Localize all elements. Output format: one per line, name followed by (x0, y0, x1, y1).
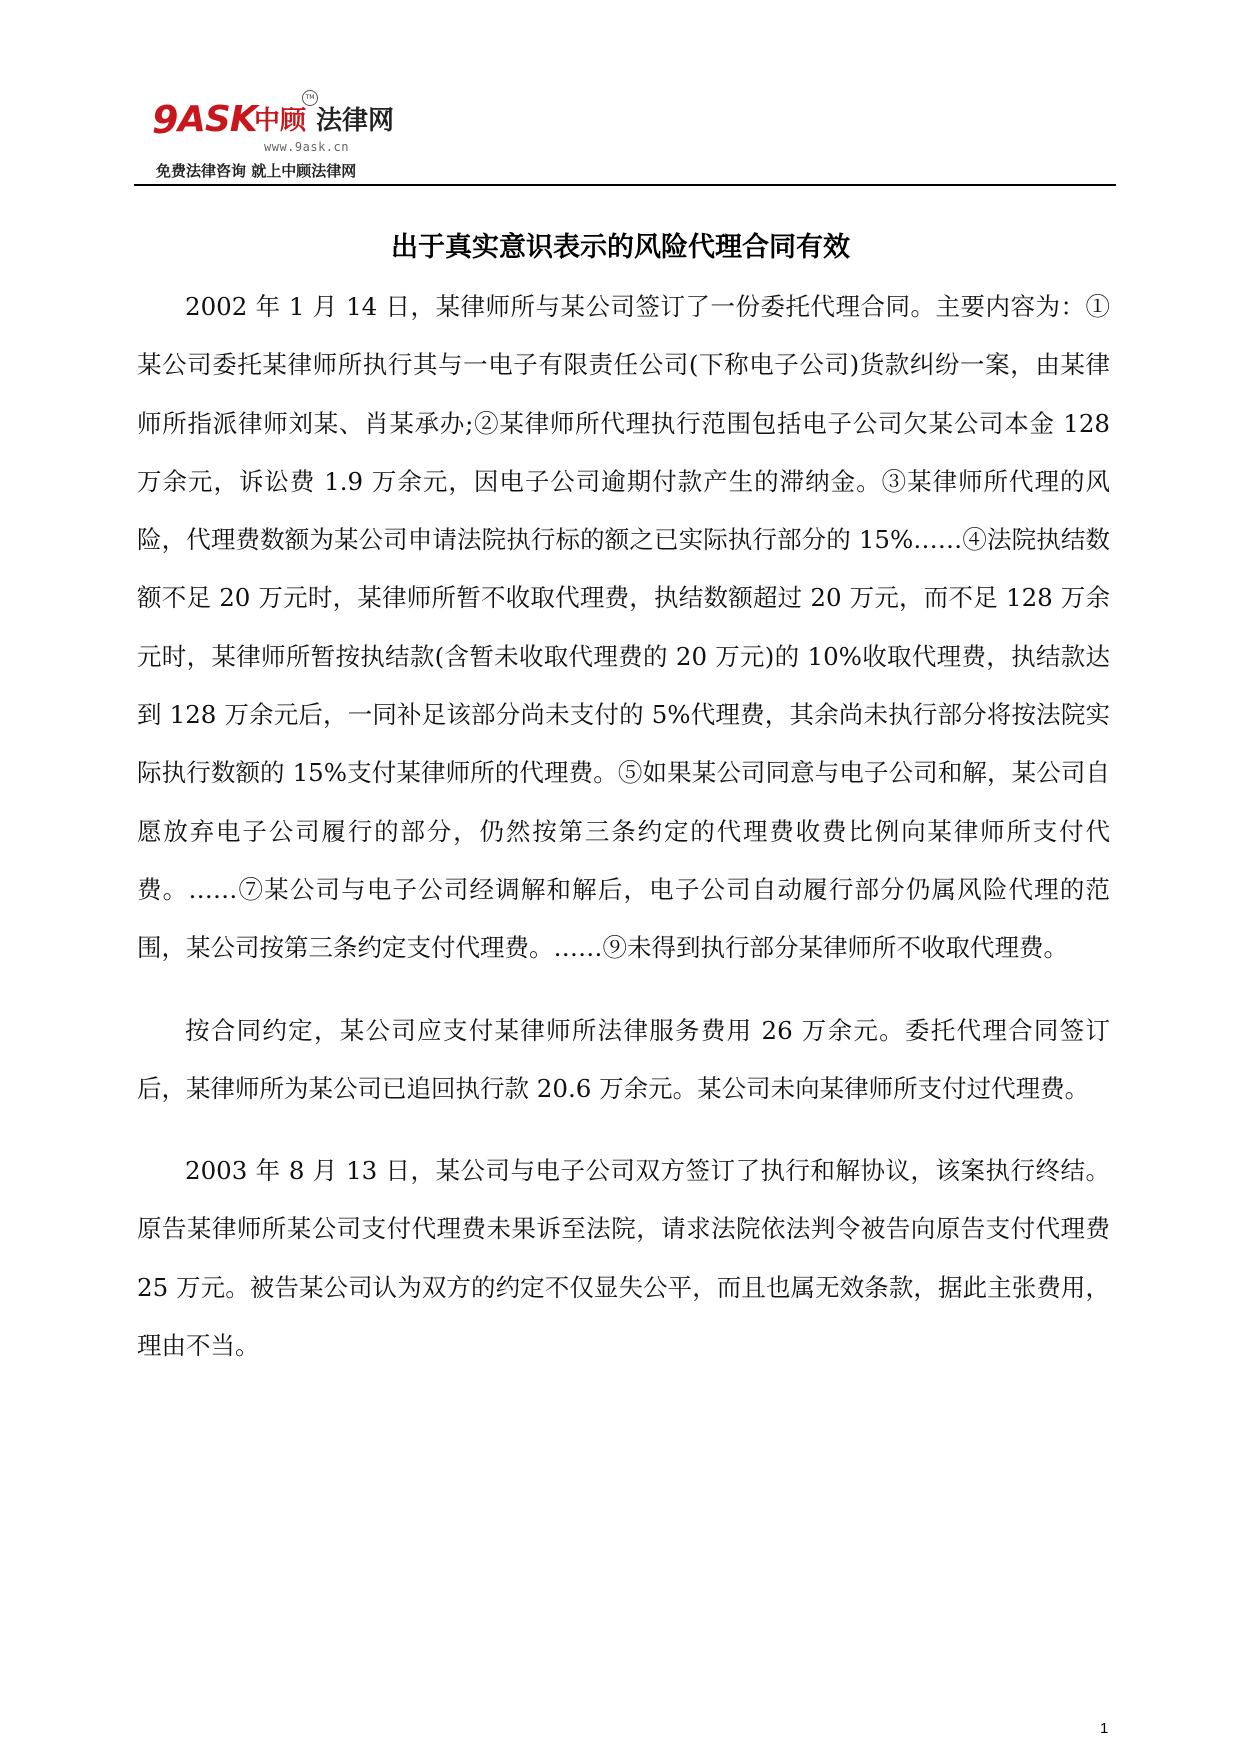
paragraph-payment-status: 按合同约定，某公司应支付某律师所法律服务费用 26 万余元。委托代理合同签订后，某律师所为某公司已追回执行款 20.6 万余元。某公司未向某律师所支付过代理费。 (137, 1015, 1110, 1103)
document-body (137, 278, 1110, 1375)
logo-zhonggu: 中顾 (254, 106, 307, 136)
page-header (134, 88, 1114, 184)
page-number: 1 (1100, 1720, 1109, 1737)
logo-ask: ASK (178, 99, 257, 140)
logo-nine: 9 (152, 98, 179, 142)
site-logo (152, 94, 422, 158)
trademark-icon: TM (302, 90, 318, 106)
header-slogan: 免费法律咨询 就上中顾法律网 (156, 162, 357, 180)
paragraph-lawsuit: 2003 年 8 月 13 日，某公司与电子公司双方签订了执行和解协议，该案执行终结。原告某律师所某公司支付代理费未果诉至法院，请求法院依法判令被告向原告支付代理费 25 万元。被告某公司认为双方的约定不仅显失公平，而且也属无效条款，据此主张费用，理由不当。 (137, 1156, 1110, 1361)
logo-falvwang: 法律网 (316, 106, 395, 136)
logo-url: www.9ask.cn (264, 140, 349, 154)
document-title: 出于真实意识表示的风险代理合同有效 (391, 232, 850, 263)
paragraph-contract-terms: 2002 年 1 月 14 日，某律师所与某公司签订了一份委托代理合同。主要内容为：①某公司委托某律师所执行其与一电子有限责任公司(下称电子公司)货款纠纷一案，由某律师所指派律师刘某、肖某承办;②某律师所代理执行范围包括电子公司欠某公司本金 128 万余元，诉讼费 1.9 万余元，因电子公司逾期付款产生的滞纳金。③某律师所代理的风险，代理费数额为某公司申请法院执行标的额之已实际执行部分的 15%……④法院执结数额不足 20 万元时，某律师所暂不收取代理费，执结数额超过 20 万元，而不足 128 万余元时，某律师所暂按执结款(含暂未收取代理费的 20 万元)的 10%收取代理费，执结款达到 128 万余元后，一同补足该部分尚未支付的 5%代理费，其余尚未执行部分将按法院实际执行数额的 15%支付某律师所的代理费。⑤如果某公司同意与电子公司和解，某公司自愿放弃电子公司履行的部分，仍然按第三条约定的代理费收费比例向某律师所支付代费。……⑦某公司与电子公司经调解和解后，电子公司自动履行部分仍属风险代理的范围，某公司按第三条约定支付代理费。……⑨未得到执行部分某律师所不收取代理费。 (137, 292, 1110, 963)
header-divider (134, 184, 1116, 186)
